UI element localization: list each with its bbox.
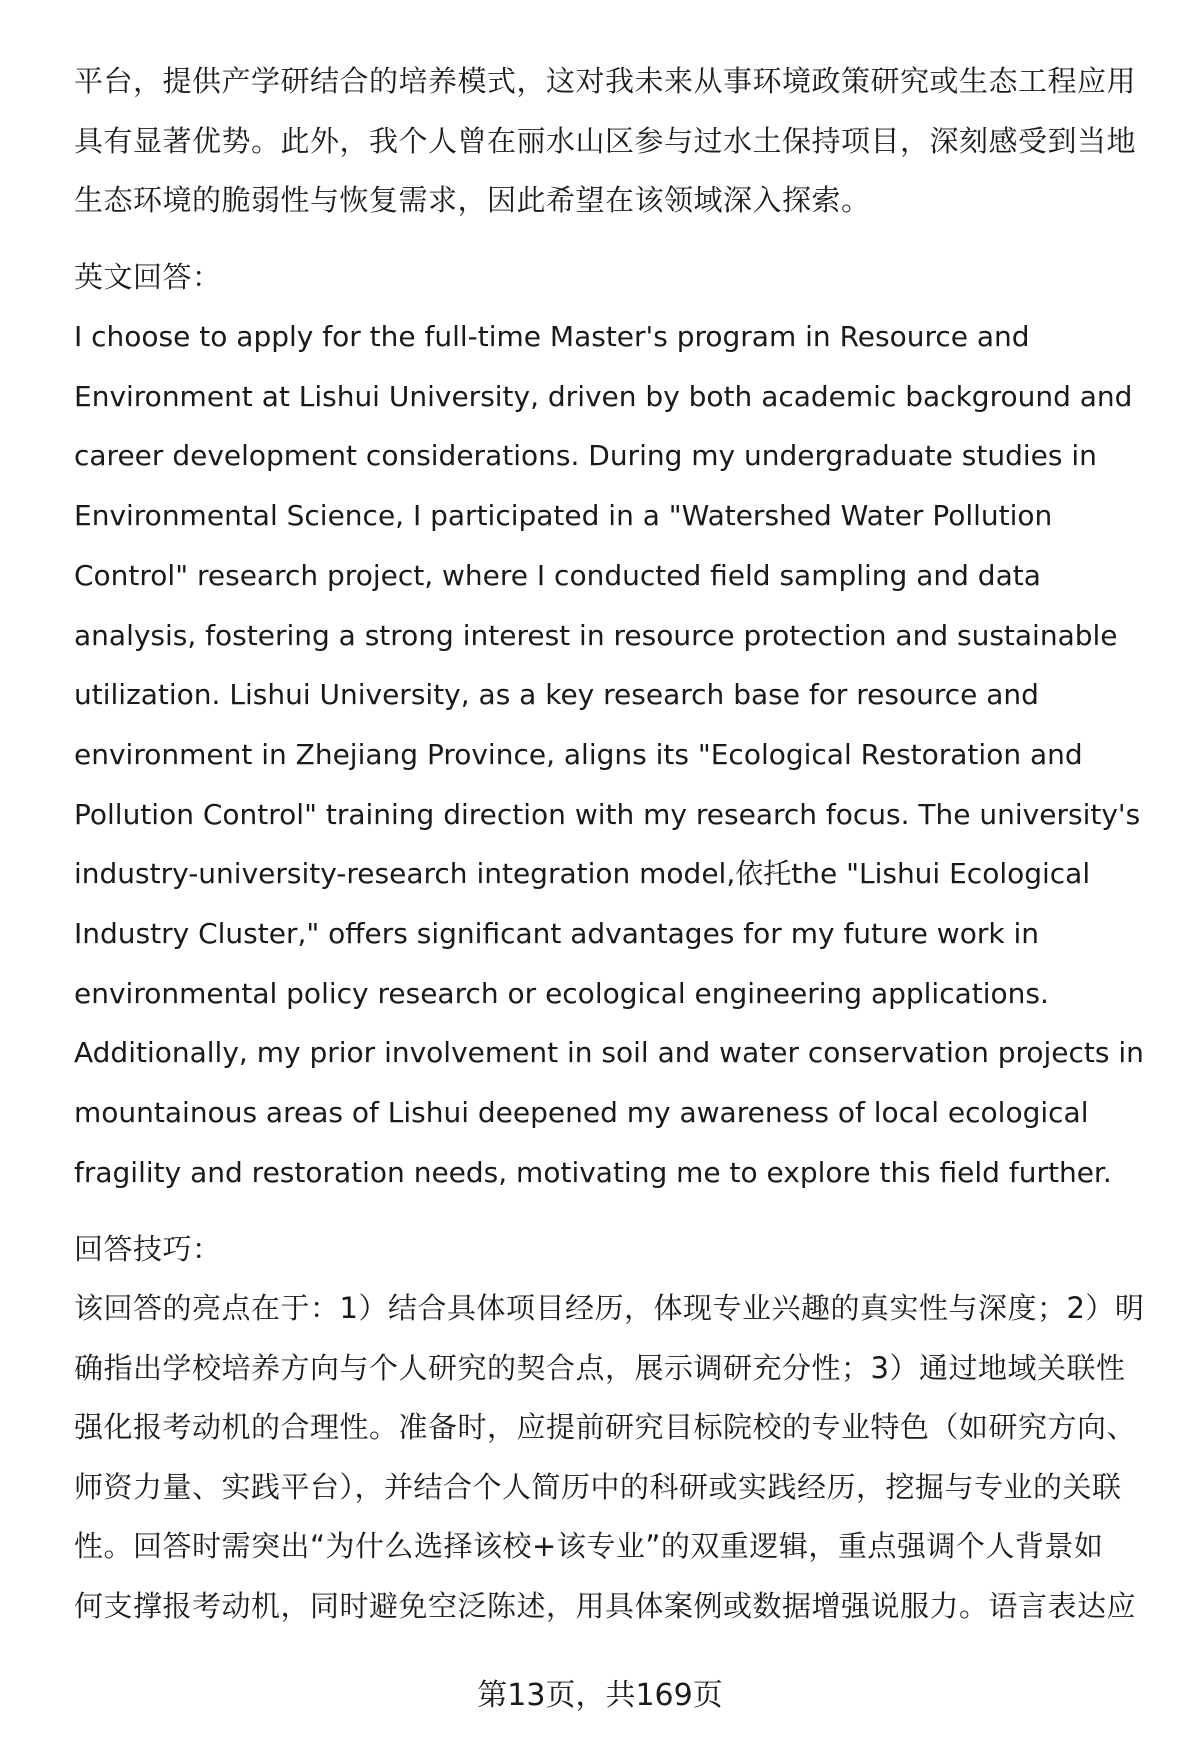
text-line: analysis, fostering a strong interest in resource protection and sustainable	[74, 618, 1118, 652]
english-answer-paragraph	[74, 307, 1164, 1203]
text-line: Control" research project, where I conducted field sampling and data	[74, 558, 1041, 592]
text-line: 具有显著优势。此外，我个人曾在丽水山区参与过水土保持项目，深刻感受到当地	[74, 123, 1137, 158]
text-line: industry-university-research integration model,依托the "Lishui Ecological	[74, 857, 1091, 891]
intro-paragraph	[74, 52, 1164, 231]
text-line: 该回答的亮点在于：1）结合具体项目经历，体现专业兴趣的真实性与深度；2）明	[74, 1291, 1145, 1326]
text-line: Environmental Science, I participated in a "Watershed Water Pollution	[74, 499, 1053, 533]
text-line: Additionally, my prior involvement in soil and water conservation projects in	[74, 1036, 1144, 1070]
text-line: 生态环境的脆弱性与恢复需求，因此希望在该领域深入探索。	[74, 183, 871, 217]
text-line: 平台，提供产学研结合的培养模式，这对我未来从事环境政策研究或生态工程应用	[74, 64, 1137, 98]
english-answer-heading: 英文回答：	[74, 259, 222, 294]
text-line: environmental policy research or ecological engineering applications.	[74, 976, 1049, 1010]
text-line: 强化报考动机的合理性。准备时，应提前研究目标院校的专业特色（如研究方向、	[74, 1410, 1137, 1445]
text-line: mountainous areas of Lishui deepened my awareness of local ecological	[74, 1096, 1089, 1130]
text-line: I choose to apply for the full-time Master's program in Resource and	[74, 320, 1030, 353]
text-line: environment in Zhejiang Province, aligns its "Ecological Restoration and	[74, 737, 1083, 771]
tips-paragraph	[74, 1279, 1164, 1636]
text-line: 何支撑报考动机，同时避免空泛陈述，用具体案例或数据增强说服力。语言表达应	[74, 1588, 1137, 1623]
text-line: 性。回答时需突出“为什么选择该校+该专业”的双重逻辑，重点强调个人背景如	[74, 1529, 1104, 1564]
text-line: Industry Cluster," offers significant advantages for my future work in	[74, 917, 1039, 951]
document-page	[74, 52, 1164, 1636]
text-line: 师资力量、实践平台），并结合个人简历中的科研或实践经历，挖掘与专业的关联	[74, 1469, 1122, 1504]
text-line: career development considerations. During my undergraduate studies in	[74, 439, 1097, 473]
text-line: Environment at Lishui University, driven by both academic background and	[74, 379, 1133, 413]
text-line: 确指出学校培养方向与个人研究的契合点，展示调研充分性；3）通过地域关联性	[74, 1350, 1126, 1385]
text-line: utilization. Lishui University, as a key research base for resource and	[74, 678, 1039, 712]
tips-heading: 回答技巧：	[74, 1231, 222, 1266]
text-line: fragility and restoration needs, motivating me to explore this field further.	[74, 1155, 1112, 1189]
page-number: 第13页，共169页	[477, 1678, 723, 1713]
text-line: Pollution Control" training direction with my research focus. The university's	[74, 797, 1141, 831]
